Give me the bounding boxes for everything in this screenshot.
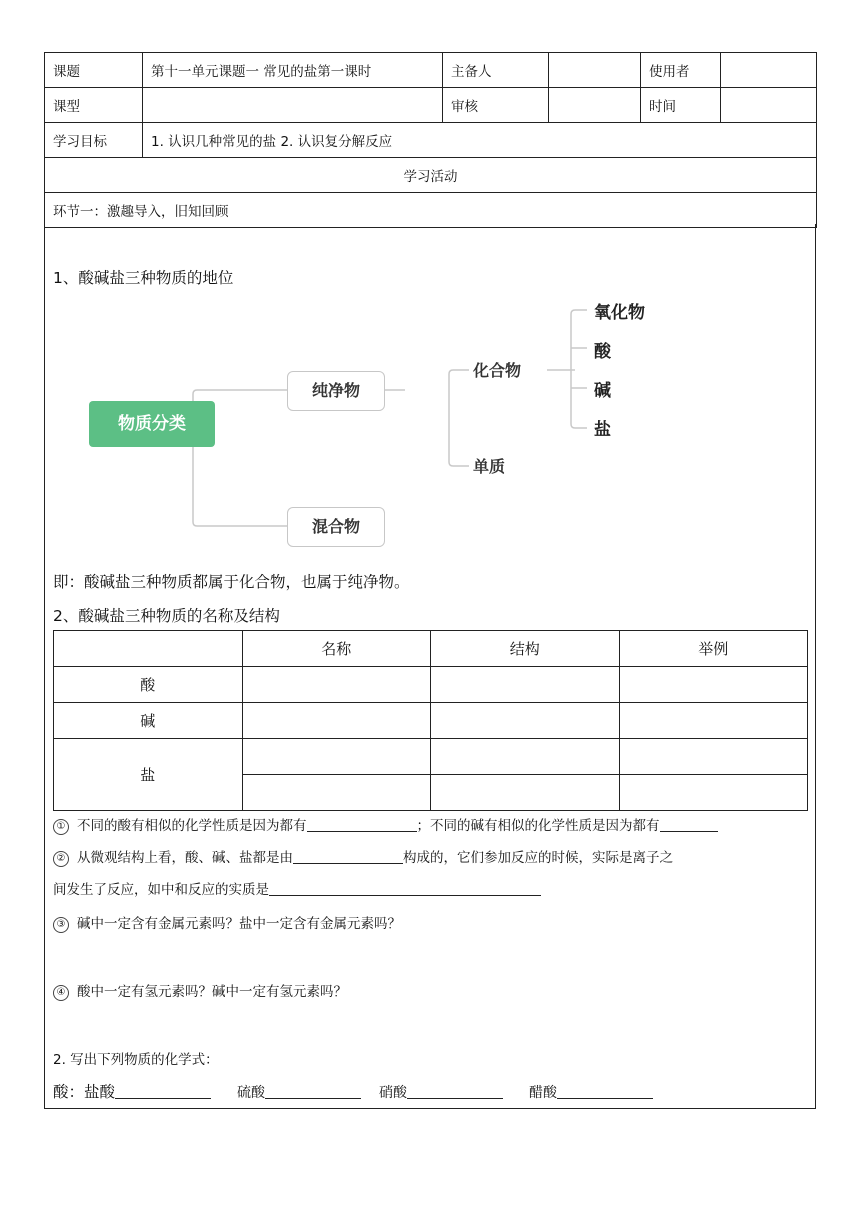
classification-mindmap <box>85 300 675 556</box>
answer-blank[interactable] <box>660 817 718 832</box>
review-value <box>549 88 641 123</box>
question-3-text: 碱中一定含有金属元素吗？盐中一定含有金属元素吗？ <box>77 916 401 932</box>
mixture-node: 混合物 <box>287 507 385 547</box>
table-cell[interactable] <box>431 703 620 739</box>
user-value <box>721 53 817 88</box>
preparer-value <box>549 53 641 88</box>
formula-item-h2so4: 硫酸 <box>237 1085 266 1101</box>
question-4-text: 酸中一定有氢元素吗？碱中一定有氢元素吗？ <box>77 984 347 1000</box>
question-2-continued <box>53 878 541 898</box>
question-1 <box>53 814 718 835</box>
lesson-type-value <box>143 88 443 123</box>
worksheet-page <box>44 52 816 1110</box>
row-acid-label: 酸 <box>54 667 243 703</box>
question-2-text-b: 构成的，它们参加反应的时候，实际是离子之 <box>403 850 673 866</box>
table-header-example: 举例 <box>619 631 808 667</box>
answer-blank[interactable] <box>269 881 541 896</box>
question-number: ② <box>53 851 69 867</box>
formula-line <box>53 1080 653 1102</box>
user-label: 使用者 <box>641 53 721 88</box>
question-3 <box>53 912 401 933</box>
row-salt-label: 盐 <box>54 739 243 811</box>
objective-value: 1. 认识几种常见的盐 2. 认识复分解反应 <box>143 123 817 158</box>
base-node: 碱 <box>594 381 611 401</box>
question-2-text-a: 从微观结构上看，酸、碱、盐都是由 <box>77 850 293 866</box>
section1-conclusion: 即：酸碱盐三种物质都属于化合物，也属于纯净物。 <box>53 573 410 591</box>
section2-title: 2、酸碱盐三种物质的名称及结构 <box>53 607 280 625</box>
question-number: ④ <box>53 985 69 1001</box>
compound-node: 化合物 <box>473 361 522 380</box>
table-cell[interactable] <box>242 703 431 739</box>
topic-value: 第十一单元课题一 常见的盐第一课时 <box>143 53 443 88</box>
table-header-corner <box>54 631 243 667</box>
formula-item-hno3: 硝酸 <box>379 1085 408 1101</box>
table-header-name: 名称 <box>242 631 431 667</box>
time-value <box>721 88 817 123</box>
row-base-label: 碱 <box>54 703 243 739</box>
element-node: 单质 <box>473 457 506 476</box>
stage-heading: 环节一：激趣导入，旧知回顾 <box>45 193 817 228</box>
table-cell[interactable] <box>242 775 431 811</box>
table-cell[interactable] <box>619 703 808 739</box>
table-cell[interactable] <box>619 739 808 775</box>
table-cell[interactable] <box>431 739 620 775</box>
question-number: ① <box>53 819 69 835</box>
table-cell[interactable] <box>242 739 431 775</box>
answer-blank[interactable] <box>293 849 403 864</box>
salt-node: 盐 <box>594 420 611 440</box>
pure-substance-node: 纯净物 <box>287 371 385 411</box>
formula-item-acetic: 醋酸 <box>529 1085 558 1101</box>
lesson-type-label: 课型 <box>45 88 143 123</box>
question-2 <box>53 846 673 867</box>
section3-title: 2. 写出下列物质的化学式： <box>53 1052 219 1068</box>
answer-blank[interactable] <box>115 1084 211 1099</box>
question-1-text-a: 不同的酸有相似的化学性质是因为都有 <box>77 818 307 834</box>
table-header-structure: 结构 <box>431 631 620 667</box>
answer-blank[interactable] <box>557 1084 653 1099</box>
answer-blank[interactable] <box>407 1084 503 1099</box>
activity-heading: 学习活动 <box>45 158 817 193</box>
acid-node: 酸 <box>594 342 611 362</box>
question-number: ③ <box>53 917 69 933</box>
table-cell[interactable] <box>431 775 620 811</box>
table-cell[interactable] <box>619 667 808 703</box>
question-4 <box>53 980 347 1001</box>
question-1-text-b: ；不同的碱有相似的化学性质是因为都有 <box>416 818 660 834</box>
answer-blank[interactable] <box>265 1084 361 1099</box>
section1-title: 1、酸碱盐三种物质的地位 <box>53 269 234 287</box>
preparer-label: 主备人 <box>443 53 549 88</box>
objective-label: 学习目标 <box>45 123 143 158</box>
table-cell[interactable] <box>242 667 431 703</box>
root-node: 物质分类 <box>89 401 215 447</box>
structure-table <box>53 630 808 811</box>
table-cell[interactable] <box>619 775 808 811</box>
formula-item-hcl: 盐酸 <box>84 1083 116 1101</box>
header-table <box>44 52 817 228</box>
topic-label: 课题 <box>45 53 143 88</box>
question-2-text-c: 间发生了反应，如中和反应的实质是 <box>53 882 269 898</box>
oxide-node: 氧化物 <box>594 303 645 323</box>
answer-blank[interactable] <box>307 817 417 832</box>
activity-body <box>44 224 816 1109</box>
formula-prefix: 酸： <box>53 1083 85 1101</box>
review-label: 审核 <box>443 88 549 123</box>
time-label: 时间 <box>641 88 721 123</box>
table-cell[interactable] <box>431 667 620 703</box>
